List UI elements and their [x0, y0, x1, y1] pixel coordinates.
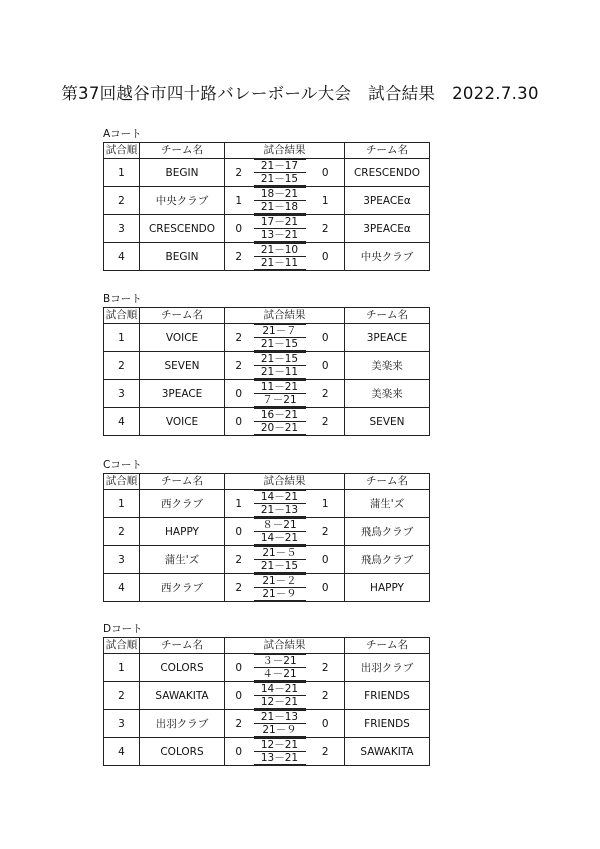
match-row — [104, 738, 430, 766]
team1-sets: 2 — [225, 324, 253, 352]
header-order: 試合順 — [104, 638, 140, 654]
team2-name: 飛鳥クラブ — [345, 518, 430, 546]
team2-name: 出羽クラブ — [345, 654, 430, 682]
team1-name: HAPPY — [140, 518, 225, 546]
match-number: 3 — [104, 546, 140, 574]
team1-sets: 2 — [225, 243, 253, 271]
header-result: 試合結果 — [225, 308, 345, 324]
match-number: 3 — [104, 215, 140, 243]
page-title: 第37回越谷市四十路バレーボール大会 試合結果 2022.7.30 — [61, 84, 539, 103]
match-row — [104, 380, 430, 408]
team1-name: BEGIN — [140, 243, 225, 271]
team2-name: HAPPY — [345, 574, 430, 602]
team2-sets: 0 — [307, 159, 345, 187]
header-team2: チーム名 — [345, 143, 430, 159]
header-row — [104, 143, 430, 159]
match-number: 4 — [104, 738, 140, 766]
match-number: 2 — [104, 352, 140, 380]
results-table — [103, 307, 430, 436]
set2-score: 21－11 — [254, 365, 306, 379]
set1-score: 16－21 — [254, 408, 306, 421]
header-order: 試合順 — [104, 308, 140, 324]
match-row — [104, 324, 430, 352]
team1-sets: 1 — [225, 490, 253, 518]
header-order: 試合順 — [104, 143, 140, 159]
match-number: 1 — [104, 490, 140, 518]
team1-sets: 0 — [225, 408, 253, 436]
match-row — [104, 490, 430, 518]
set1-score: ８－21 — [254, 518, 306, 531]
team1-sets: 0 — [225, 380, 253, 408]
match-row — [104, 215, 430, 243]
set2-score: 21－13 — [254, 503, 306, 517]
match-number: 2 — [104, 682, 140, 710]
court-section-a — [103, 127, 429, 271]
match-row — [104, 654, 430, 682]
team1-name: 中央クラブ — [140, 187, 225, 215]
team1-name: CRESCENDO — [140, 215, 225, 243]
team1-name: VOICE — [140, 408, 225, 436]
match-number: 3 — [104, 710, 140, 738]
results-table — [103, 473, 430, 602]
team2-name: 3PEACEα — [345, 187, 430, 215]
court-label: Bコート — [103, 293, 142, 305]
team2-name: 飛鳥クラブ — [345, 546, 430, 574]
team2-sets: 2 — [307, 380, 345, 408]
team1-sets: 2 — [225, 159, 253, 187]
team1-name: VOICE — [140, 324, 225, 352]
set1-score: 14－21 — [254, 682, 306, 695]
header-result: 試合結果 — [225, 143, 345, 159]
court-section-d — [103, 622, 429, 766]
team2-sets: 0 — [307, 352, 345, 380]
set2-score: 21－11 — [254, 256, 306, 270]
team2-name: 中央クラブ — [345, 243, 430, 271]
header-team: チーム名 — [140, 143, 225, 159]
set2-score: 21－15 — [254, 559, 306, 573]
team2-name: 蒲生'ズ — [345, 490, 430, 518]
match-number: 1 — [104, 324, 140, 352]
team2-name: FRIENDS — [345, 682, 430, 710]
header-row — [104, 474, 430, 490]
team2-name: 3PEACEα — [345, 215, 430, 243]
team2-sets: 2 — [307, 738, 345, 766]
set2-score: 13－21 — [254, 228, 306, 242]
team2-name: SEVEN — [345, 408, 430, 436]
court-label: Dコート — [103, 623, 143, 635]
header-team: チーム名 — [140, 474, 225, 490]
match-row — [104, 243, 430, 271]
header-team2: チーム名 — [345, 308, 430, 324]
team2-sets: 0 — [307, 243, 345, 271]
team1-name: SEVEN — [140, 352, 225, 380]
team1-name: 蒲生'ズ — [140, 546, 225, 574]
team2-sets: 2 — [307, 682, 345, 710]
team2-name: CRESCENDO — [345, 159, 430, 187]
header-team: チーム名 — [140, 308, 225, 324]
set1-score: 21－15 — [254, 352, 306, 365]
header-row — [104, 308, 430, 324]
set2-score: 21－15 — [254, 337, 306, 351]
match-row — [104, 546, 430, 574]
team2-sets: 2 — [307, 215, 345, 243]
team1-name: SAWAKITA — [140, 682, 225, 710]
set2-score: 14－21 — [254, 531, 306, 545]
set1-score: 11－21 — [254, 380, 306, 393]
match-number: 4 — [104, 408, 140, 436]
team2-sets: 2 — [307, 518, 345, 546]
team2-name: FRIENDS — [345, 710, 430, 738]
match-row — [104, 352, 430, 380]
team1-sets: 0 — [225, 738, 253, 766]
match-row — [104, 518, 430, 546]
team1-sets: 0 — [225, 654, 253, 682]
match-number: 1 — [104, 654, 140, 682]
header-result: 試合結果 — [225, 638, 345, 654]
team1-name: 西クラブ — [140, 574, 225, 602]
set1-score: 12－21 — [254, 738, 306, 751]
team1-name: 出羽クラブ — [140, 710, 225, 738]
court-section-b — [103, 292, 429, 436]
set1-score: 21－５ — [254, 546, 306, 559]
team1-sets: 0 — [225, 518, 253, 546]
team2-sets: 1 — [307, 187, 345, 215]
set1-score: 21－17 — [254, 159, 306, 172]
set1-score: ３－21 — [254, 654, 306, 667]
team2-name: 3PEACE — [345, 324, 430, 352]
team1-sets: 0 — [225, 215, 253, 243]
set2-score: 21－15 — [254, 172, 306, 186]
set2-score: 20－21 — [254, 421, 306, 435]
team1-name: BEGIN — [140, 159, 225, 187]
results-table — [103, 637, 430, 766]
match-number: 1 — [104, 159, 140, 187]
team1-name: COLORS — [140, 654, 225, 682]
set2-score: ４－21 — [254, 667, 306, 681]
team2-sets: 0 — [307, 324, 345, 352]
team2-name: SAWAKITA — [345, 738, 430, 766]
header-team: チーム名 — [140, 638, 225, 654]
team1-name: 西クラブ — [140, 490, 225, 518]
team2-sets: 1 — [307, 490, 345, 518]
set1-score: 17－21 — [254, 215, 306, 228]
header-result: 試合結果 — [225, 474, 345, 490]
set2-score: 21－９ — [254, 587, 306, 601]
set1-score: 21－２ — [254, 574, 306, 587]
set2-score: 21－18 — [254, 200, 306, 214]
team1-sets: 2 — [225, 710, 253, 738]
set2-score: 12－21 — [254, 695, 306, 709]
court-label: Cコート — [103, 459, 142, 471]
match-number: 4 — [104, 574, 140, 602]
court-label: Aコート — [103, 128, 142, 140]
team2-sets: 2 — [307, 654, 345, 682]
header-row — [104, 638, 430, 654]
set2-score: 13－21 — [254, 751, 306, 765]
team2-sets: 0 — [307, 546, 345, 574]
match-row — [104, 159, 430, 187]
set2-score: ７－21 — [254, 393, 306, 407]
team1-sets: 2 — [225, 574, 253, 602]
set1-score: 21－10 — [254, 243, 306, 256]
match-number: 3 — [104, 380, 140, 408]
match-row — [104, 710, 430, 738]
team2-sets: 2 — [307, 408, 345, 436]
team1-sets: 2 — [225, 546, 253, 574]
set1-score: 14－21 — [254, 490, 306, 503]
match-row — [104, 408, 430, 436]
set1-score: 21－７ — [254, 324, 306, 337]
match-number: 4 — [104, 243, 140, 271]
header-team2: チーム名 — [345, 638, 430, 654]
court-section-c — [103, 458, 429, 602]
team2-name: 美楽来 — [345, 380, 430, 408]
header-team2: チーム名 — [345, 474, 430, 490]
results-table — [103, 142, 430, 271]
match-row — [104, 574, 430, 602]
match-row — [104, 682, 430, 710]
set1-score: 21－13 — [254, 710, 306, 723]
team1-sets: 0 — [225, 682, 253, 710]
team2-sets: 0 — [307, 710, 345, 738]
team1-name: 3PEACE — [140, 380, 225, 408]
team2-sets: 0 — [307, 574, 345, 602]
team2-name: 美楽来 — [345, 352, 430, 380]
team1-sets: 2 — [225, 352, 253, 380]
match-number: 2 — [104, 518, 140, 546]
set1-score: 18－21 — [254, 187, 306, 200]
match-number: 2 — [104, 187, 140, 215]
header-order: 試合順 — [104, 474, 140, 490]
match-row — [104, 187, 430, 215]
team1-name: COLORS — [140, 738, 225, 766]
set2-score: 21－９ — [254, 723, 306, 737]
team1-sets: 1 — [225, 187, 253, 215]
